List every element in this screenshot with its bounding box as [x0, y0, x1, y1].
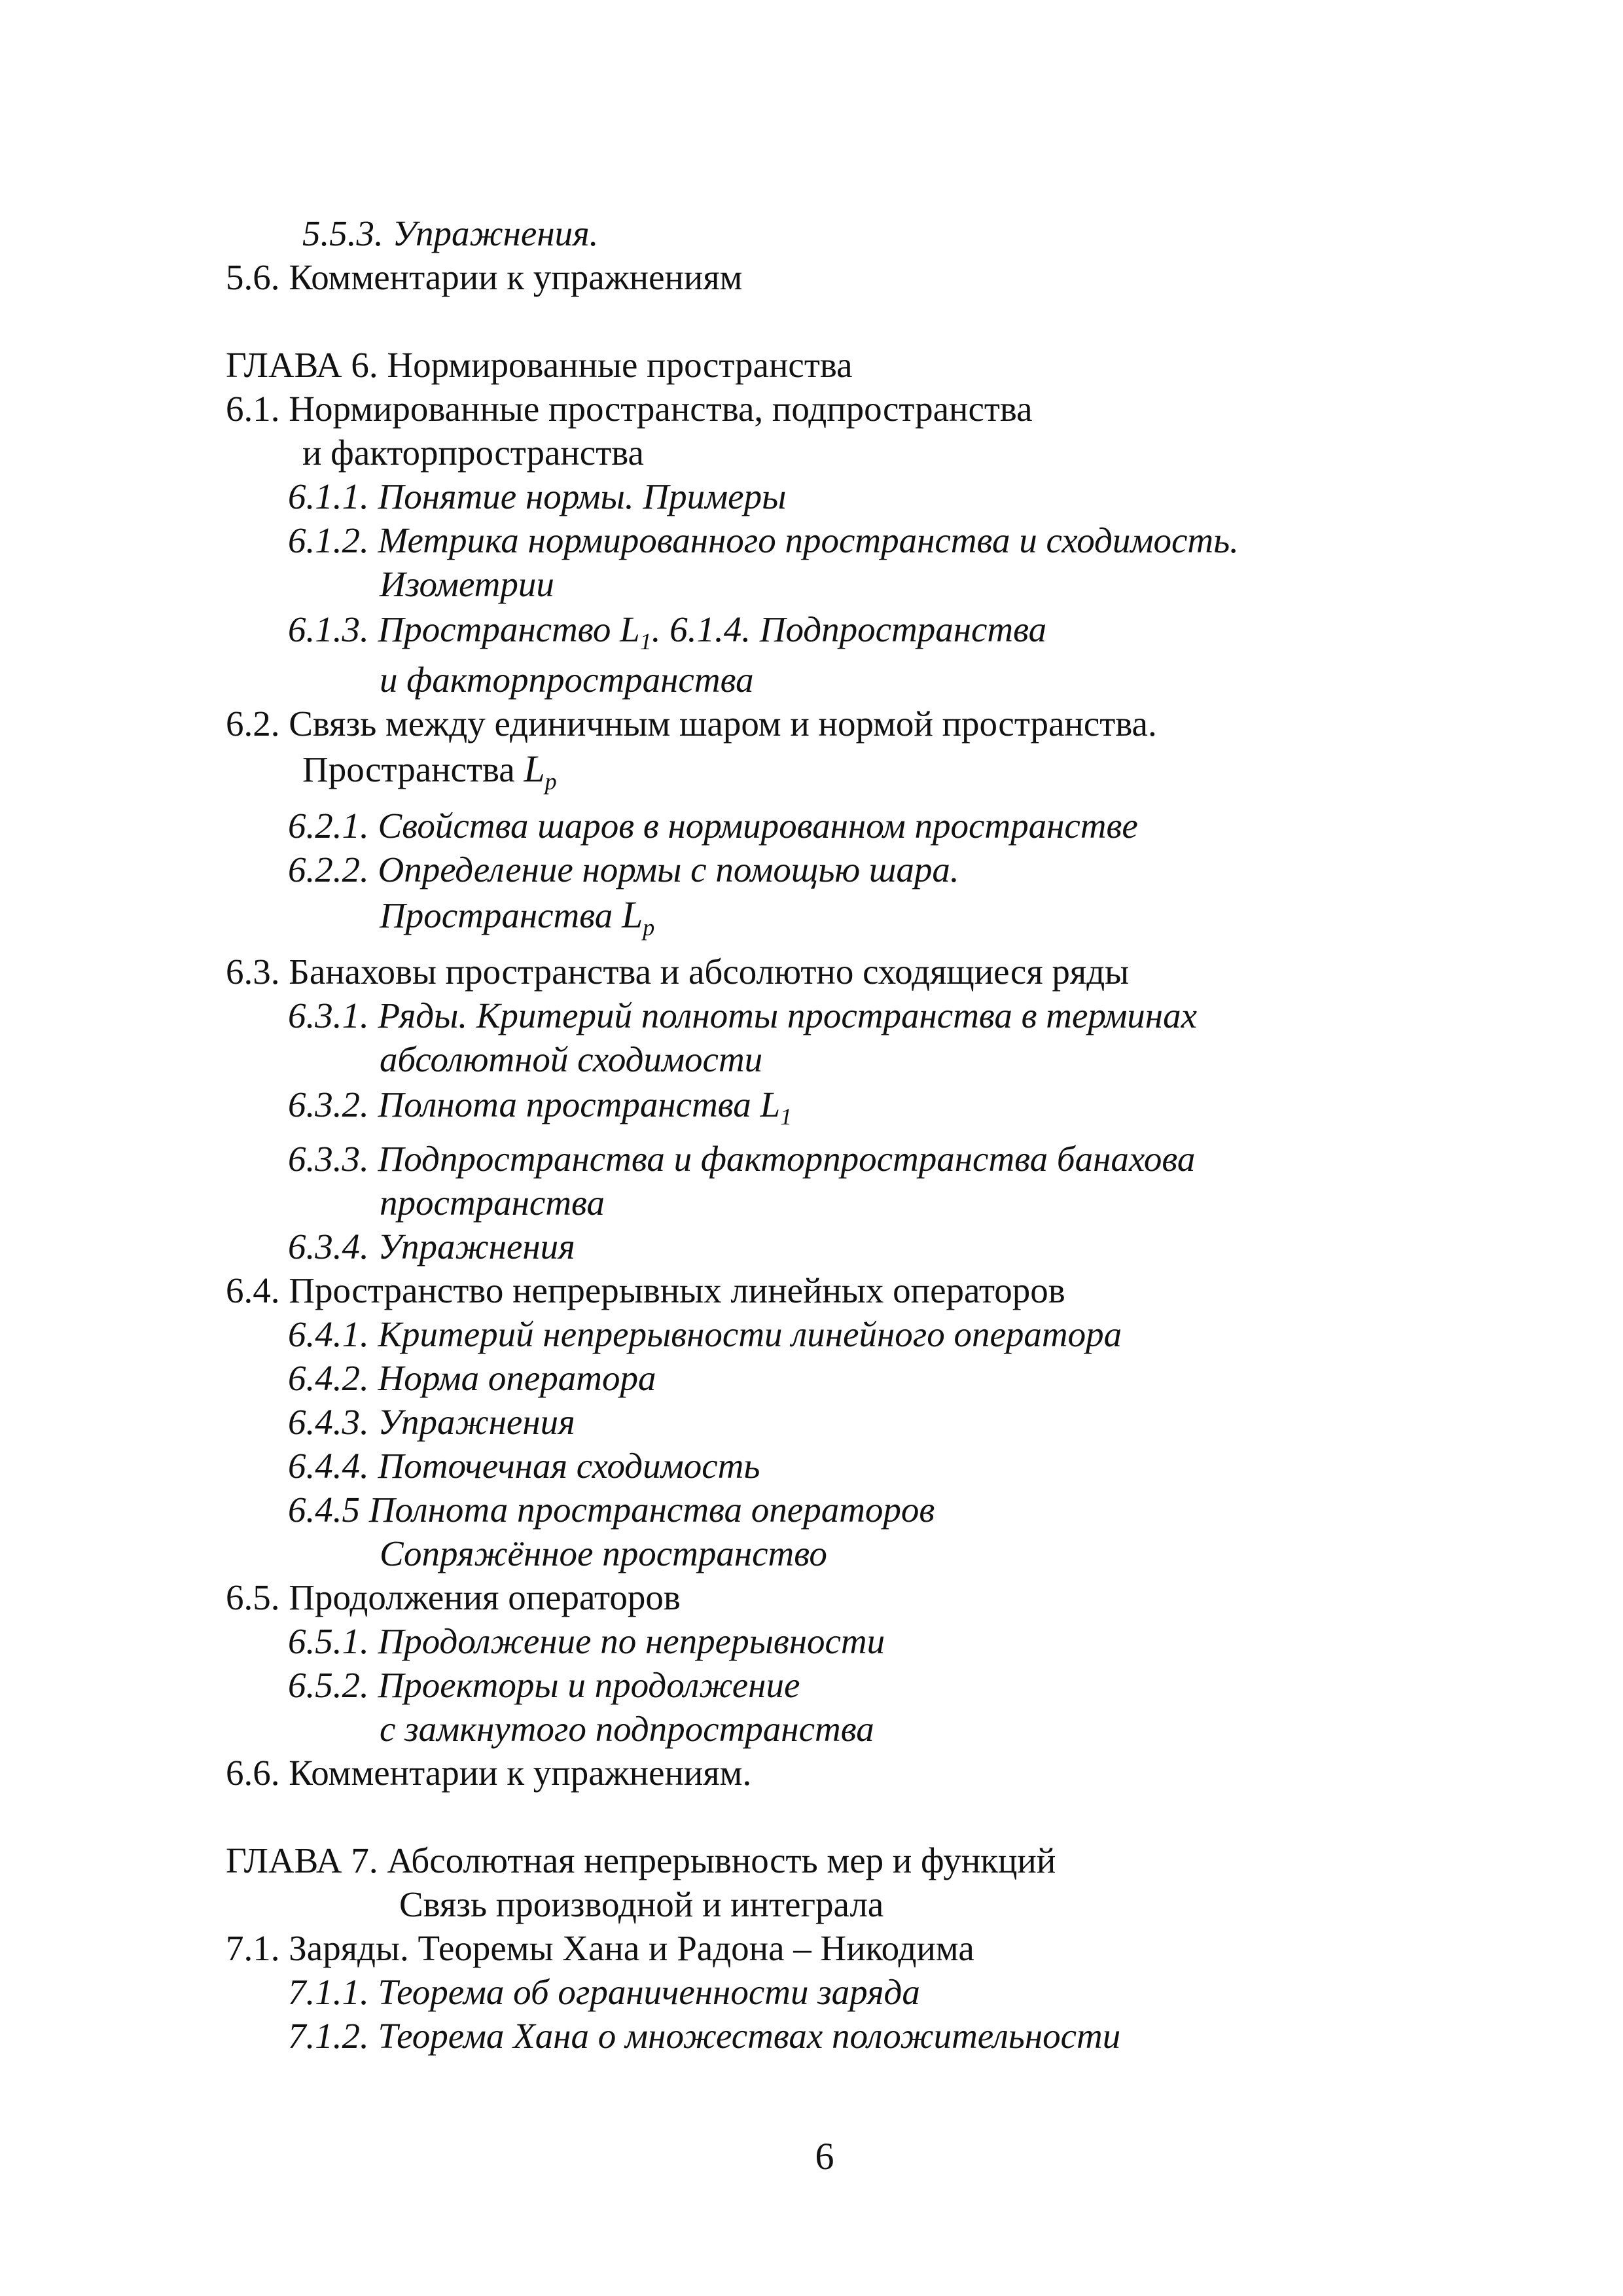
toc-entry-6-1-2: 6.1.2. Метрика нормированного пространства и сходимость. [288, 520, 1239, 560]
toc-entry-6-2-2: 6.2.2. Определение нормы с помощью шара. [288, 850, 959, 889]
math-subscript: 1 [780, 1103, 793, 1130]
toc-entry-6-5: 6.5. Продолжения операторов [226, 1577, 681, 1617]
toc-entry-6-4-5-cont: Сопряжённое пространство [380, 1534, 827, 1573]
toc-entry-6-4-3: 6.4.3. Упражнения [288, 1402, 575, 1442]
toc-entry-6-2-1: 6.2.1. Свойства шаров в нормированном пространстве [288, 806, 1138, 846]
toc-entry-6-3-4: 6.3.4. Упражнения [288, 1227, 575, 1266]
toc-entry-6-3-3-cont: пространства [380, 1183, 605, 1223]
toc-entry-5-5-3: 5.5.3. Упражнения. [302, 213, 599, 253]
toc-entry-6-4-5: 6.4.5 Полнота пространства операторов [288, 1490, 935, 1530]
math-symbol: L [760, 1085, 781, 1124]
math-subscript: p [643, 914, 655, 941]
toc-entry-6-4-2: 6.4.2. Норма оператора [288, 1358, 656, 1398]
math-symbol: L [524, 747, 545, 790]
math-symbol: L [622, 893, 643, 936]
toc-entry-6-1-4-text: . 6.1.4. Подпространства [651, 609, 1047, 649]
toc-entry-6-1-cont: и факторпространства [302, 433, 644, 473]
toc-entry-6-2-cont [302, 747, 557, 803]
chapter-7-heading: ГЛАВА 7. Абсолютная непрерывность мер и функций [226, 1840, 1056, 1880]
toc-entry-6-1-3 [288, 608, 1046, 663]
toc-entry-6-4: 6.4. Пространство непрерывных линейных операторов [226, 1270, 1065, 1310]
toc-entry-6-2: 6.2. Связь между единичным шаром и нормой пространства. [226, 704, 1157, 744]
toc-entry-5-6: 5.6. Комментарии к упражнениям [226, 257, 743, 297]
math-subscript: p [544, 768, 557, 795]
toc-entry-6-4-1: 6.4.1. Критерий непрерывности линейного оператора [288, 1314, 1122, 1354]
toc-entry-6-3: 6.3. Банаховы пространства и абсолютно сходящиеся ряды [226, 952, 1130, 992]
toc-entry-6-2-cont-text: Пространства [302, 749, 524, 789]
toc-entry-6-5-1: 6.5.1. Продолжение по непрерывности [288, 1621, 885, 1661]
toc-entry-6-6: 6.6. Комментарии к упражнениям. [226, 1753, 752, 1793]
toc-entry-6-1-3-text: 6.1.3. Пространство [288, 609, 620, 649]
chapter-6-heading: ГЛАВА 6. Нормированные пространства [226, 345, 853, 385]
toc-entry-6-3-2 [288, 1083, 792, 1138]
toc-entry-7-1-2: 7.1.2. Теорема Хана о множествах положительности [288, 2016, 1121, 2056]
toc-entry-6-3-2-text: 6.3.2. Полнота пространства [288, 1085, 760, 1124]
toc-entry-6-1: 6.1. Нормированные пространства, подпространства [226, 389, 1033, 429]
chapter-7-subtitle: Связь производной и интеграла [399, 1884, 884, 1924]
toc-entry-6-1-1: 6.1.1. Понятие нормы. Примеры [288, 476, 787, 516]
toc-entry-6-1-4-cont: и факторпространства [380, 660, 754, 700]
toc-entry-6-5-2-cont: с замкнутого подпространства [380, 1709, 874, 1749]
toc-entry-7-1-1: 7.1.1. Теорема об ограниченности заряда [288, 1972, 920, 2012]
page-number: 6 [815, 2135, 834, 2178]
toc-entry-6-2-2-cont-text: Пространства [380, 895, 622, 935]
math-symbol: L [620, 609, 640, 649]
toc-entry-6-3-1-cont: абсолютной сходимости [380, 1039, 763, 1079]
toc-entry-7-1: 7.1. Заряды. Теоремы Хана и Радона – Никодима [226, 1928, 974, 1968]
toc-entry-6-4-4: 6.4.4. Поточечная сходимость [288, 1446, 760, 1486]
toc-entry-6-3-3: 6.3.3. Подпространства и факторпространства банахова [288, 1139, 1196, 1179]
math-subscript: 1 [639, 628, 652, 655]
toc-entry-6-1-2-cont: Изометрии [380, 564, 554, 604]
toc-entry-6-5-2: 6.5.2. Проекторы и продолжение [288, 1665, 800, 1705]
toc-entry-6-2-2-cont [380, 893, 654, 949]
toc-entry-6-3-1: 6.3.1. Ряды. Критерий полноты пространства в терминах [288, 996, 1197, 1035]
